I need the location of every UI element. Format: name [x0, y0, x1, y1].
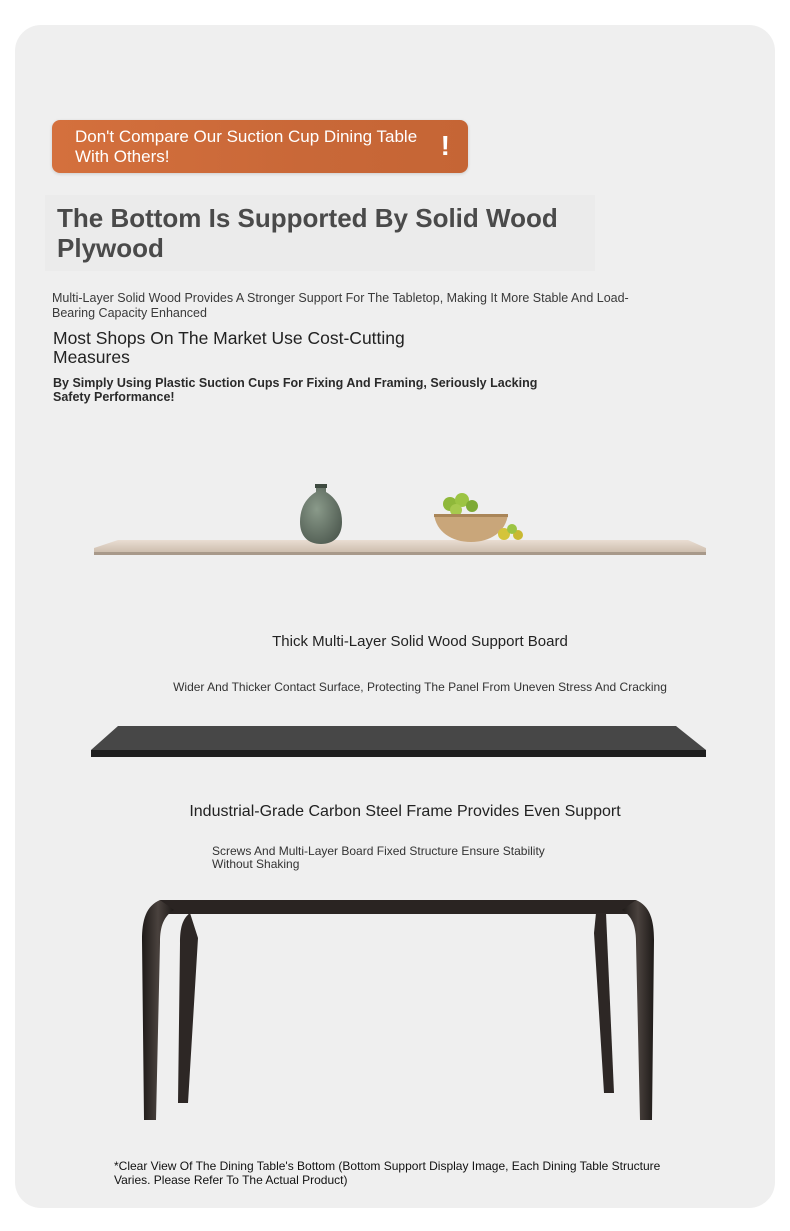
fruit-bowl-icon — [434, 493, 523, 542]
vase-icon — [300, 484, 342, 544]
market-heading: Most Shops On The Market Use Cost-Cutting Measures — [53, 328, 405, 367]
tabletop-image — [88, 478, 712, 568]
board-description: Wider And Thicker Contact Surface, Protecting The Panel From Uneven Stress And Cracking — [173, 680, 667, 694]
exclamation-icon: ! — [440, 130, 450, 161]
intro-text: Multi-Layer Solid Wood Provides A Stronger Support For The Tabletop, Making It More Stable And Load-Bearing Capacity Enhanced — [52, 291, 629, 320]
support-board-image — [88, 722, 708, 762]
tabletop — [94, 540, 706, 554]
board-title: Thick Multi-Layer Solid Wood Support Board — [272, 633, 568, 650]
frame-title: Industrial-Grade Carbon Steel Frame Provides Even Support — [189, 803, 621, 820]
market-text: By Simply Using Plastic Suction Cups For Fixing And Framing, Seriously Lacking Safety Performance! — [53, 376, 538, 404]
footnote: *Clear View Of The Dining Table's Bottom (Bottom Support Display Image, Each Dining Table Structure Varies. Please Refer To The Actual Product) — [114, 1159, 661, 1187]
banner-text: Don't Compare Our Suction Cup Dining Table With Others! — [75, 127, 418, 166]
frame-description: Screws And Multi-Layer Board Fixed Structure Ensure Stability Without Shaking — [212, 844, 545, 871]
steel-frame-image — [138, 895, 658, 1130]
page-title: The Bottom Is Supported By Solid Wood Plywood — [57, 203, 558, 263]
warning-banner — [52, 120, 468, 173]
